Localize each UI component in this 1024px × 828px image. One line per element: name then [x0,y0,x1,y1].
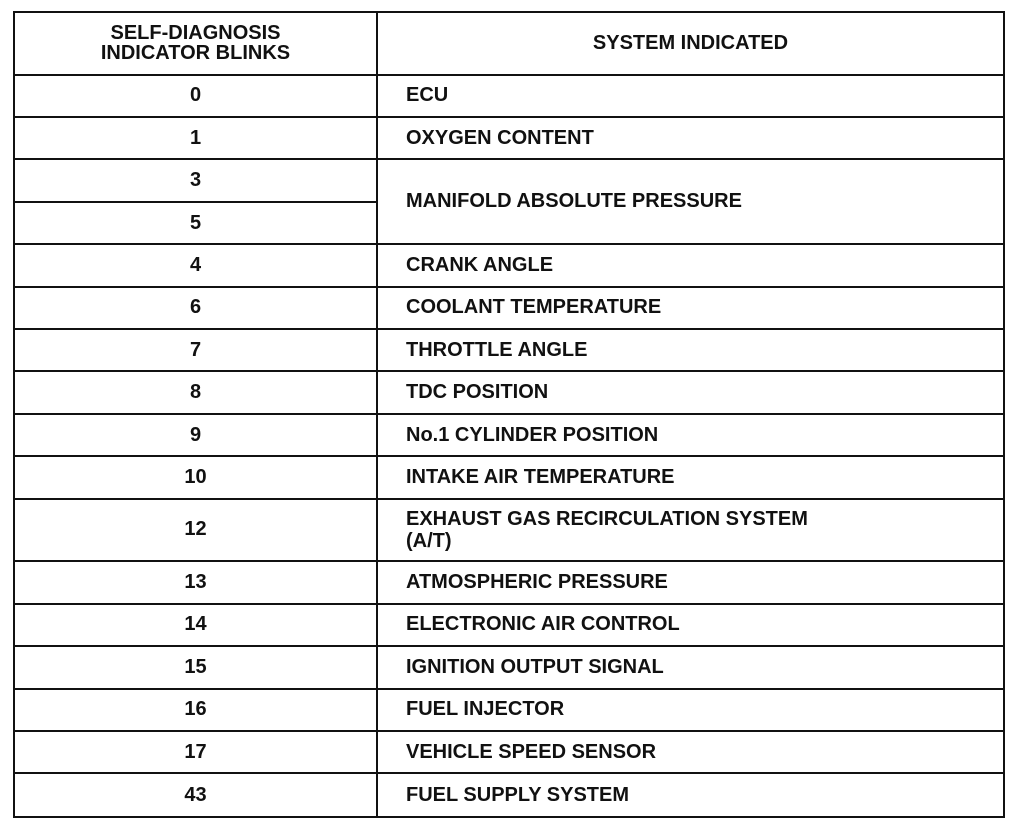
system-cell: COOLANT TEMPERATURE [377,287,1004,329]
header-blinks-line2: INDICATOR BLINKS [100,42,291,65]
header-blinks-line1: SELF-DIAGNOSIS [110,22,281,45]
blinks-cell: 16 [14,689,377,731]
blinks-cell: 10 [14,456,377,498]
table-row [14,499,1004,562]
system-cell-merged: MANIFOLD ABSOLUTE PRESSURE [377,159,1004,244]
table-row [14,646,1004,688]
table-row [14,604,1004,646]
table-row [14,414,1004,456]
table-row [14,456,1004,498]
blinks-cell: 12 [14,499,377,562]
table-row [14,561,1004,603]
header-blinks [14,12,377,75]
diagnosis-table [13,11,1005,818]
blinks-cell: 6 [14,287,377,329]
system-cell: ATMOSPHERIC PRESSURE [377,561,1004,603]
system-line1: EXHAUST GAS RECIRCULATION SYSTEM [406,507,808,530]
table-row [14,75,1004,117]
blinks-cell: 43 [14,773,377,817]
system-cell: No.1 CYLINDER POSITION [377,414,1004,456]
blinks-cell: 9 [14,414,377,456]
system-cell: TDC POSITION [377,371,1004,413]
system-cell: IGNITION OUTPUT SIGNAL [377,646,1004,688]
blinks-cell: 8 [14,371,377,413]
header-system: SYSTEM INDICATED [377,12,1004,75]
table-row [14,329,1004,371]
blinks-cell: 15 [14,646,377,688]
blinks-cell: 5 [14,202,377,244]
header-row [14,12,1004,75]
system-cell: FUEL INJECTOR [377,689,1004,731]
system-cell [377,499,1004,562]
blinks-cell: 3 [14,159,377,201]
table-row [14,287,1004,329]
blinks-cell: 14 [14,604,377,646]
table-row [14,159,1004,201]
table-row [14,244,1004,286]
system-cell: VEHICLE SPEED SENSOR [377,731,1004,773]
system-cell: OXYGEN CONTENT [377,117,1004,159]
system-cell: FUEL SUPPLY SYSTEM [377,773,1004,817]
table-row [14,117,1004,159]
blinks-cell: 0 [14,75,377,117]
blinks-cell: 7 [14,329,377,371]
system-cell: INTAKE AIR TEMPERATURE [377,456,1004,498]
system-line2: (A/T) [406,529,452,552]
system-cell: THROTTLE ANGLE [377,329,1004,371]
system-cell: ECU [377,75,1004,117]
blinks-cell: 4 [14,244,377,286]
blinks-cell: 13 [14,561,377,603]
blinks-cell: 17 [14,731,377,773]
table-row [14,689,1004,731]
table-row [14,731,1004,773]
system-cell: CRANK ANGLE [377,244,1004,286]
table-row [14,773,1004,817]
system-cell: ELECTRONIC AIR CONTROL [377,604,1004,646]
blinks-cell: 1 [14,117,377,159]
table-row [14,371,1004,413]
